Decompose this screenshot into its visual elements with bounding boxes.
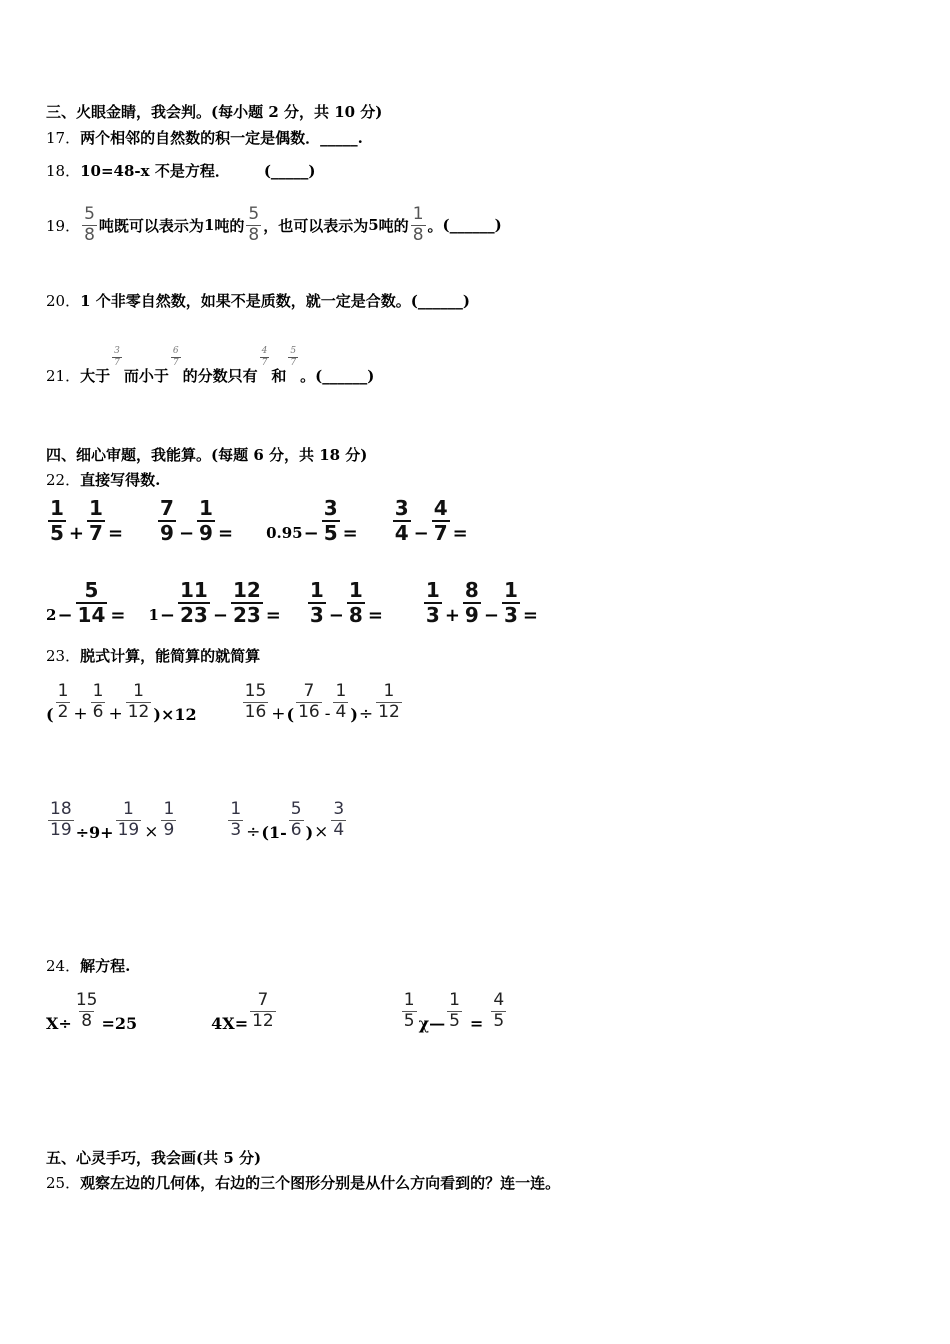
fraction: $\frac{1}{5}$ xyxy=(403,990,415,1031)
question-24 xyxy=(46,956,130,976)
section-3-title: 三、火眼金睛，我会判。(每小题 2 分，共 10 分) xyxy=(46,103,383,121)
fraction: $\frac{5}{8}$ xyxy=(248,204,260,245)
fraction: $\frac{7}{9}$ xyxy=(160,496,174,545)
number: 1 xyxy=(80,292,91,310)
section-5-title: 五、心灵手巧，我会画(共 5 分) xyxy=(46,1149,262,1167)
fraction: $\frac{3}{7}$ xyxy=(114,345,120,368)
expression xyxy=(241,680,404,724)
fraction: $\frac{1}{12}$ xyxy=(127,680,150,722)
text: 吨既可以表示为 xyxy=(98,216,204,235)
equals-sign: = xyxy=(452,522,468,544)
equation xyxy=(46,990,137,1033)
equation xyxy=(211,990,278,1033)
question-text: 解方程. xyxy=(80,957,131,975)
minus-sign: − xyxy=(212,604,228,626)
fraction: $\frac{1}{3}$ xyxy=(503,578,518,627)
fraction: $\frac{5}{14}$ xyxy=(77,578,106,627)
fraction: $\frac{1}{12}$ xyxy=(378,680,400,722)
fraction: $\frac{11}{23}$ xyxy=(180,578,208,627)
expression xyxy=(422,580,539,626)
expression xyxy=(46,498,124,544)
fraction: $\frac{1}{5}$ xyxy=(449,990,460,1031)
question-number: 22． xyxy=(46,471,81,489)
expression xyxy=(156,498,234,544)
question-17 xyxy=(46,128,363,148)
answer-blank: (_____) xyxy=(263,162,316,180)
fraction: $\frac{18}{19}$ xyxy=(50,798,72,840)
text: 大于 xyxy=(80,367,111,385)
equals-sign: = xyxy=(342,522,358,544)
expression xyxy=(148,580,281,626)
answer-blank: (______) xyxy=(315,366,375,385)
expression xyxy=(46,580,126,626)
q23-row-2 xyxy=(46,798,348,842)
text: 吨的 xyxy=(214,216,245,235)
q22-row-1 xyxy=(46,498,469,544)
equals-sign: = xyxy=(265,604,281,626)
equals-sign: = xyxy=(217,522,234,544)
fraction: $\frac{4}{5}$ xyxy=(493,990,505,1031)
minus-sign: − xyxy=(178,522,195,544)
q23-row-1 xyxy=(46,680,404,724)
equation: 10=48-x xyxy=(80,162,150,180)
question-text: 个非零自然数，如果不是质数，就一定是合数。 xyxy=(90,292,411,310)
minus-sign: − xyxy=(159,604,175,626)
question-number: 25． xyxy=(46,1174,81,1192)
section-4-title: 四、细心审题，我能算。(每题 6 分，共 18 分) xyxy=(46,446,368,464)
question-number: 17． xyxy=(46,129,81,147)
equals-sign: = xyxy=(107,522,124,544)
fraction: $\frac{15}{8}$ xyxy=(75,990,98,1031)
divide-sign: ÷ xyxy=(358,704,374,724)
equals-sign: = xyxy=(367,604,383,626)
question-21 xyxy=(46,333,374,386)
number: 5 xyxy=(368,216,379,235)
fraction: $\frac{1}{19}$ xyxy=(117,798,140,840)
minus-sign: - xyxy=(324,704,331,724)
fraction: $\frac{4}{7}$ xyxy=(433,496,448,545)
equals-sign: = xyxy=(469,1014,484,1033)
question-number: 19． xyxy=(46,216,81,235)
times-sign: × xyxy=(144,822,159,842)
fraction: $\frac{4}{7}$ xyxy=(261,345,268,368)
q22-row-2 xyxy=(46,580,539,626)
operator: ÷9+ xyxy=(75,822,114,842)
question-19 xyxy=(46,206,502,245)
expression xyxy=(46,798,178,842)
paren: ) xyxy=(350,704,358,724)
divide-sign: ÷ xyxy=(246,822,261,842)
question-18 xyxy=(46,161,316,181)
equation-part: 4X= xyxy=(211,1014,249,1033)
question-text: 直接写得数. xyxy=(80,471,161,489)
equation-part: X÷ xyxy=(46,1014,72,1033)
question-number: 20． xyxy=(46,292,81,310)
fraction: $\frac{1}{9}$ xyxy=(163,798,175,840)
text: ，也可以表示为 xyxy=(263,216,369,235)
number: 0.95 xyxy=(266,524,303,542)
plus-sign: + xyxy=(444,604,460,626)
fraction: $\frac{1}{3}$ xyxy=(230,798,242,840)
equation xyxy=(400,990,508,1033)
q24-row xyxy=(46,990,508,1033)
answer-blank: (______) xyxy=(442,216,502,235)
minus-sign: − xyxy=(303,522,319,544)
number: 2 xyxy=(46,606,57,624)
fraction: $\frac{1}{3}$ xyxy=(309,578,324,627)
equals-sign: = xyxy=(522,604,538,626)
question-number: 23． xyxy=(46,647,81,665)
expression xyxy=(46,680,197,724)
fraction: $\frac{5}{7}$ xyxy=(290,345,297,368)
question-22 xyxy=(46,470,160,490)
question-number: 18． xyxy=(46,162,81,180)
paren: ( xyxy=(46,704,54,724)
number: 1 xyxy=(203,216,215,235)
question-text: 脱式计算，能简算的就简算 xyxy=(80,647,261,665)
text: 的分数只有 xyxy=(182,367,258,385)
minus-sign: − xyxy=(483,604,499,626)
question-20 xyxy=(46,291,470,311)
minus-sign: − xyxy=(413,522,429,544)
question-text: 不是方程． xyxy=(149,162,230,180)
multiplier: ×12 xyxy=(160,704,197,724)
fraction: $\frac{3}{4}$ xyxy=(394,496,409,545)
fraction: $\frac{7}{16}$ xyxy=(298,680,320,722)
paren: ( xyxy=(286,704,295,724)
plus-sign: + xyxy=(271,704,286,724)
variable: χ xyxy=(418,1014,430,1033)
minus-sign: − xyxy=(57,604,73,626)
plus-sign: + xyxy=(68,522,85,544)
fraction: $\frac{1}{6}$ xyxy=(92,680,104,722)
text: 和 xyxy=(271,367,287,385)
fraction: $\frac{3}{5}$ xyxy=(323,496,338,545)
times-sign: × xyxy=(314,822,329,842)
expression xyxy=(391,498,469,544)
paren: (1- xyxy=(261,822,287,842)
fraction: $\frac{3}{4}$ xyxy=(333,798,345,840)
fraction: $\frac{1}{9}$ xyxy=(199,496,213,545)
paren: ) xyxy=(153,704,161,724)
minus-sign: — xyxy=(429,1014,446,1033)
text: 。 xyxy=(427,216,443,235)
equation-part: =25 xyxy=(101,1014,138,1033)
equals-sign: = xyxy=(110,604,126,626)
fraction: $\frac{15}{16}$ xyxy=(244,680,267,722)
text: 吨的 xyxy=(378,216,409,235)
question-25 xyxy=(46,1173,560,1193)
fraction: $\frac{5}{6}$ xyxy=(290,798,302,840)
number: 1 xyxy=(148,606,159,624)
question-number: 24． xyxy=(46,957,81,975)
fraction: $\frac{1}{2}$ xyxy=(57,680,69,722)
fraction: $\frac{8}{9}$ xyxy=(464,578,479,627)
expression xyxy=(226,798,348,842)
fraction: $\frac{1}{8}$ xyxy=(348,578,363,627)
paren: ) xyxy=(305,822,314,842)
fraction: $\frac{7}{12}$ xyxy=(252,990,274,1031)
answer-blank: (______) xyxy=(410,292,470,310)
fraction: $\frac{5}{8}$ xyxy=(84,204,95,245)
fraction: $\frac{1}{4}$ xyxy=(335,680,347,722)
text: 。 xyxy=(300,367,316,385)
plus-sign: + xyxy=(73,704,88,724)
question-23 xyxy=(46,646,260,666)
text: 而小于 xyxy=(123,367,169,385)
fraction: $\frac{1}{3}$ xyxy=(425,578,440,627)
expression xyxy=(306,580,384,626)
fraction: $\frac{6}{7}$ xyxy=(172,345,179,368)
question-text: 观察左边的几何体，右边的三个图形分别是从什么方向看到的？连一连。 xyxy=(80,1174,561,1192)
fraction: $\frac{1}{5}$ xyxy=(50,496,64,545)
plus-sign: + xyxy=(108,704,123,724)
question-number: 21． xyxy=(46,367,81,385)
question-text: 两个相邻的自然数的积一定是偶数．_____. xyxy=(80,129,363,147)
fraction: $\frac{1}{8}$ xyxy=(412,204,424,245)
fraction: $\frac{12}{23}$ xyxy=(232,578,261,627)
fraction: $\frac{1}{7}$ xyxy=(89,496,103,545)
expression xyxy=(266,498,359,544)
minus-sign: − xyxy=(328,604,344,626)
